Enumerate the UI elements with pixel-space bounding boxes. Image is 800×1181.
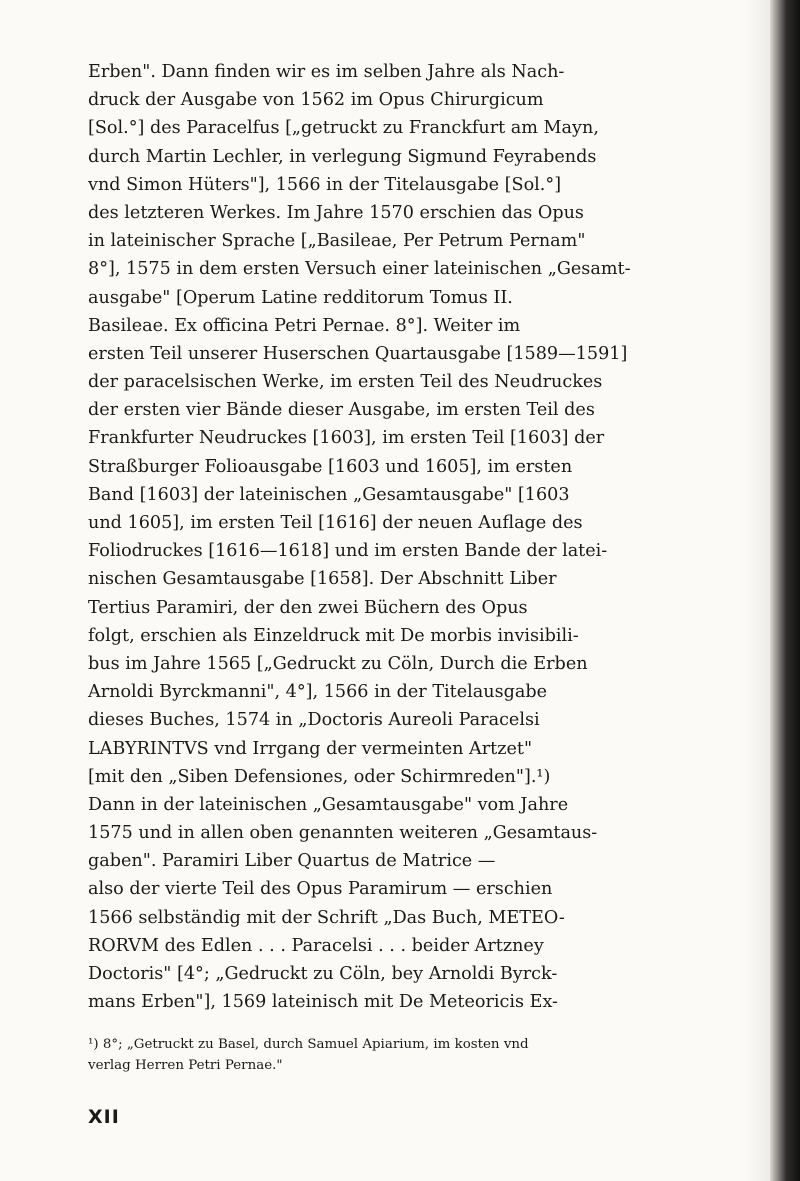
footnote-line: ¹) 8°; „Getruckt zu Basel, durch Samuel Apiarium, im kosten vnd	[88, 1037, 529, 1052]
body-text	[88, 58, 760, 1016]
text-line: durch Martin Lechler, in verlegung Sigmund Feyrabends	[88, 146, 597, 167]
text-line: [Sol.°] des Paracelfus [„getruckt zu Franckfurt am Mayn,	[88, 118, 599, 139]
text-line: Frankfurter Neudruckes [1603], im ersten Teil [1603] der	[88, 428, 605, 449]
text-line: dieses Buches, 1574 in „Doctoris Aureoli Paracelsi	[88, 710, 540, 731]
text-line: mans Erben"], 1569 lateinisch mit De Meteoricis Ex-	[88, 992, 559, 1013]
text-line: der ersten vier Bände dieser Ausgabe, im ersten Teil des	[88, 400, 595, 421]
text-line: in lateinischer Sprache [„Basileae, Per Petrum Pernam"	[88, 231, 586, 252]
text-line: Basileae. Ex officina Petri Pernae. 8°]. Weiter im	[88, 315, 521, 336]
footnotes	[88, 1034, 760, 1076]
page-number: XII	[88, 1106, 120, 1128]
text-line: der paracelsischen Werke, im ersten Teil des Neudruckes	[88, 372, 603, 393]
text-line: LABYRINTVS vnd Irrgang der vermeinten Artzet"	[88, 738, 533, 759]
text-line: Straßburger Folioausgabe [1603 und 1605], im ersten	[88, 456, 573, 477]
text-line: RORVM des Edlen . . . Paracelsi . . . beider Artzney	[88, 935, 544, 956]
text-line: druck der Ausgabe von 1562 im Opus Chirurgicum	[88, 90, 544, 111]
text-line: 1566 selbständig mit der Schrift „Das Buch, METEO-	[88, 907, 565, 928]
text-line: nischen Gesamtausgabe [1658]. Der Abschnitt Liber	[88, 569, 557, 590]
text-line: Band [1603] der lateinischen „Gesamtausgabe" [1603	[88, 484, 570, 505]
text-line: vnd Simon Hüters"], 1566 in der Titelausgabe [Sol.°]	[88, 174, 562, 195]
text-line: Erben". Dann finden wir es im selben Jahre als Nach-	[88, 62, 565, 82]
text-line: folgt, erschien als Einzeldruck mit De morbis invisibili-	[88, 625, 579, 646]
text-line: 1575 und in allen oben genannten weiteren „Gesamtaus-	[88, 823, 598, 844]
text-line: gaben". Paramiri Liber Quartus de Matrice —	[88, 851, 496, 872]
footnote-line: verlag Herren Petri Pernae."	[88, 1058, 283, 1073]
text-line: [mit den „Siben Defensiones, oder Schirmreden"].¹)	[88, 766, 551, 787]
text-line: Foliodruckes [1616—1618] und im ersten Bande der latei-	[88, 541, 608, 562]
text-line: ausgabe" [Operum Latine redditorum Tomus II.	[88, 287, 513, 308]
text-line: des letzteren Werkes. Im Jahre 1570 erschien das Opus	[88, 202, 584, 223]
text-line: 8°], 1575 in dem ersten Versuch einer lateinischen „Gesamt-	[88, 259, 631, 280]
text-line: Dann in der lateinischen „Gesamtausgabe" vom Jahre	[88, 794, 569, 815]
text-line: Tertius Paramiri, der den zwei Büchern des Opus	[88, 597, 528, 618]
text-line: bus im Jahre 1565 [„Gedruckt zu Cöln, Durch die Erben	[88, 653, 588, 674]
text-line: Arnoldi Byrckmanni", 4°], 1566 in der Titelausgabe	[88, 682, 548, 703]
text-line: Doctoris" [4°; „Gedruckt zu Cöln, bey Arnoldi Byrck-	[88, 964, 558, 984]
text-line: also der vierte Teil des Opus Paramirum — erschien	[88, 879, 553, 900]
text-line: ersten Teil unserer Huserschen Quartausgabe [1589—1591]	[88, 343, 628, 364]
book-binding-edge	[770, 0, 800, 1181]
text-line: und 1605], im ersten Teil [1616] der neuen Auflage des	[88, 513, 583, 533]
